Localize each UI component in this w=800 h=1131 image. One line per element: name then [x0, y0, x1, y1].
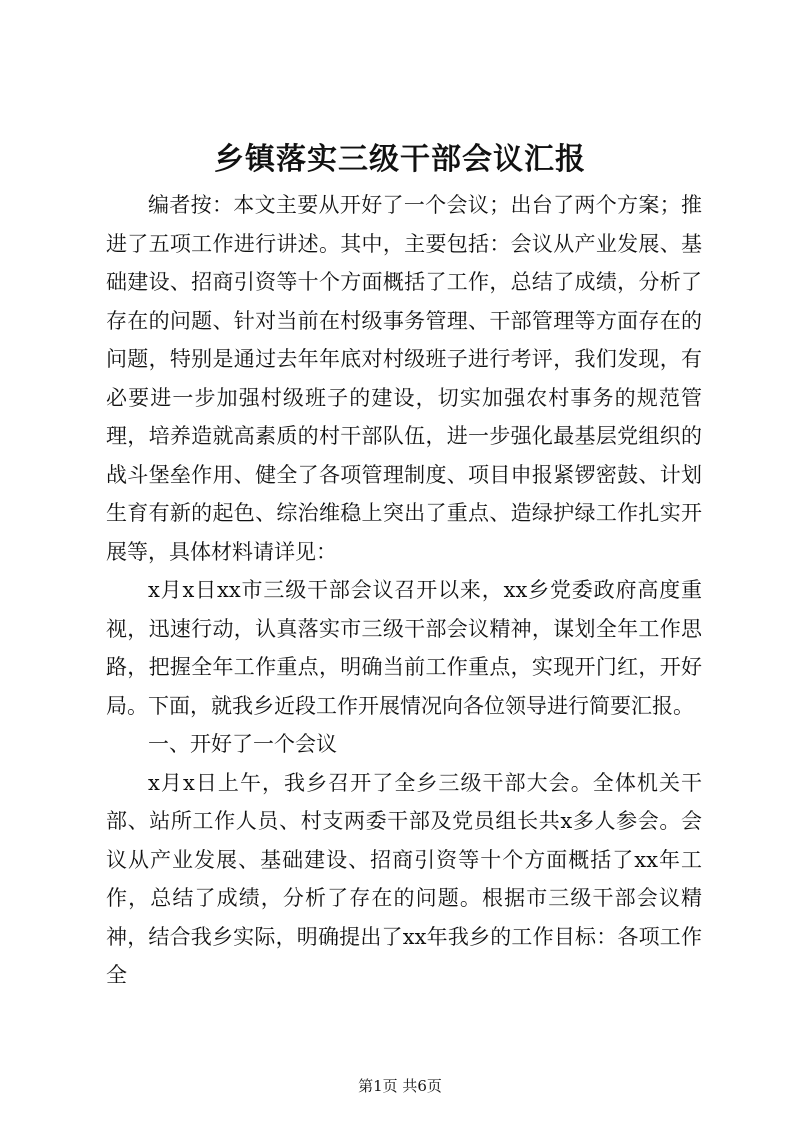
document-title: 乡镇落实三级干部会议汇报 [214, 142, 586, 177]
section-heading: 一、开好了一个会议 [148, 732, 337, 756]
intro-paragraph: x月x日xx市三级干部会议召开以来，xx乡党委政府高度重视，迅速行动，认真落实市三级干部会议精神，谋划全年工作思路，把握全年工作重点，明确当前工作重点，实现开门红，开好局。下面，就我乡近段工作开展情况向各位领导进行简要汇报。 [106, 578, 702, 718]
page-number-footer: 第1页 共6页 [358, 1077, 442, 1095]
section-paragraph: x月x日上午，我乡召开了全乡三级干部大会。全体机关干部、站所工作人员、村支两委干部及党员组长共x多人参会。会议从产业发展、基础建设、招商引资等十个方面概括了xx年工作，总结了成绩，分析了存在的问题。根据市三级干部会议精神，结合我乡实际，明确提出了xx年我乡的工作目标：各项工作全 [106, 770, 702, 987]
document-body [106, 186, 702, 995]
editor-note-paragraph: 编者按：本文主要从开好了一个会议；出台了两个方案；推进了五项工作进行讲述。其中，主要包括：会议从产业发展、基础建设、招商引资等十个方面概括了工作，总结了成绩，分析了存在的问题、针对当前在村级事务管理、干部管理等方面存在的问题，特别是通过去年年底对村级班子进行考评，我们发现，有必要进一步加强村级班子的建设，切实加强农村事务的规范管理，培养造就高素质的村干部队伍，进一步强化最基层党组织的战斗堡垒作用、健全了各项管理制度、项目申报紧锣密鼓、计划生育有新的起色、综治维稳上突出了重点、造绿护绿工作扎实开展等，具体材料请详见： [106, 193, 702, 564]
